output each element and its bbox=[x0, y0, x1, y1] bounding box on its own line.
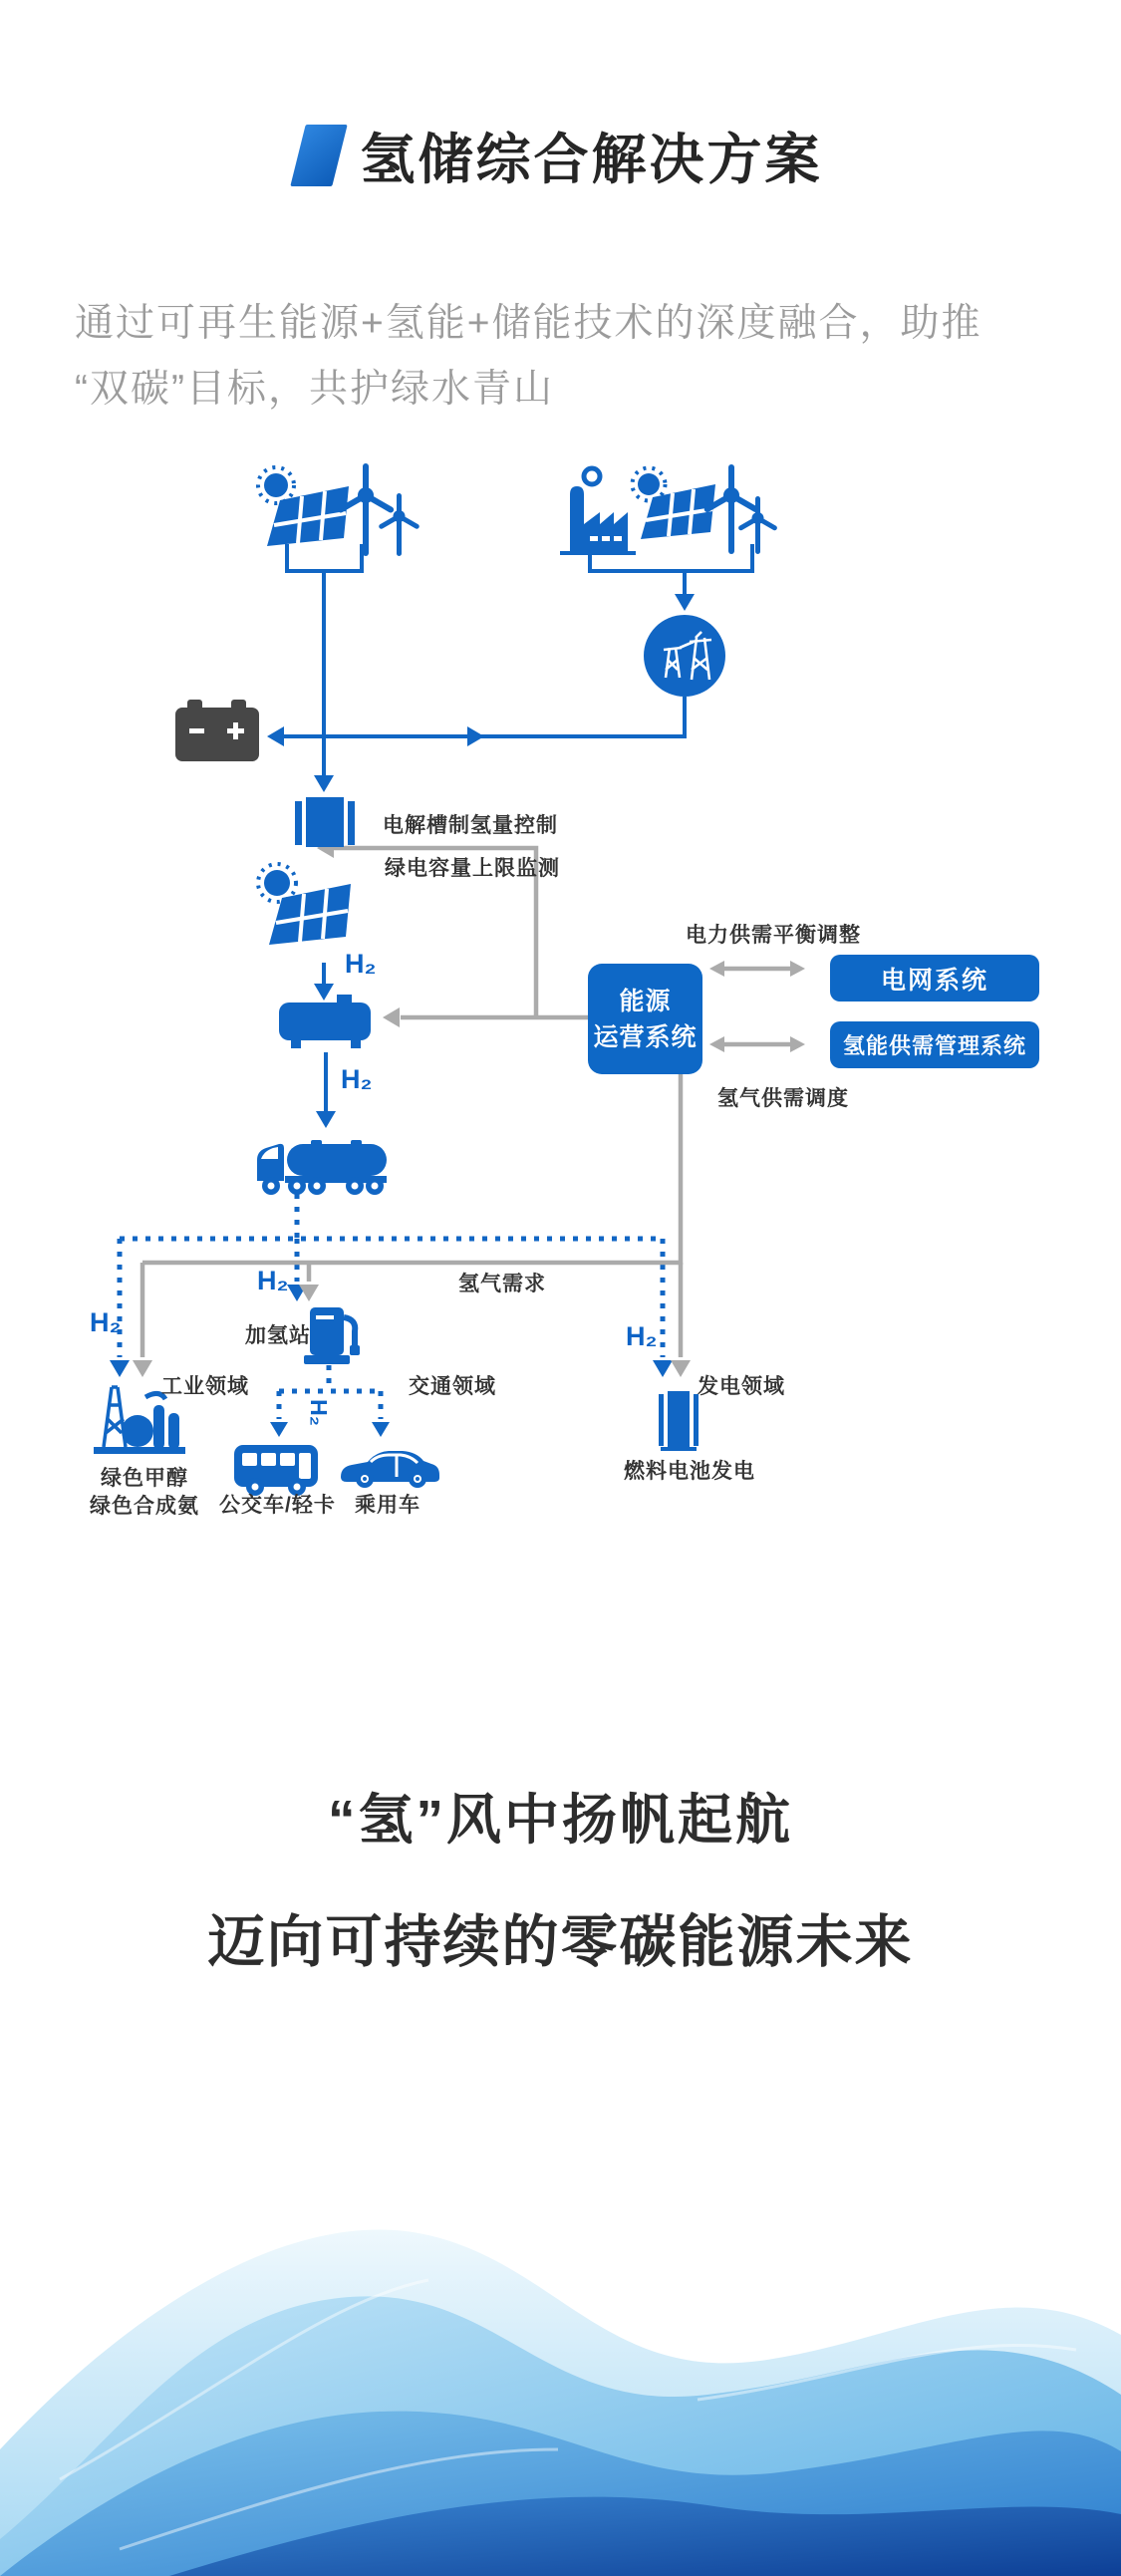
energy-ops-system-box bbox=[588, 964, 702, 1074]
h2-label-electrolysis: H₂ bbox=[345, 949, 377, 979]
power-grid-icon bbox=[644, 615, 725, 697]
energy-ops-line2: 运营系统 bbox=[593, 1022, 698, 1051]
industry-products-label bbox=[70, 1465, 219, 1521]
page-title: 氢储综合解决方案 bbox=[360, 129, 823, 190]
passenger-car-label: 乘用车 bbox=[355, 1494, 420, 1517]
h2-label-power: H₂ bbox=[626, 1321, 658, 1351]
wave-graphic bbox=[0, 2150, 1121, 2576]
solar-panel-icon bbox=[633, 468, 716, 540]
transport-field-label: 交通领域 bbox=[409, 1375, 496, 1398]
storage-tank-icon bbox=[279, 995, 371, 1048]
factory-icon bbox=[560, 468, 636, 555]
power-balance-label: 电力供需平衡调整 bbox=[686, 924, 861, 947]
h2-label-station: H₂ bbox=[257, 1266, 289, 1295]
hydrogen-dispatch-label: 氢气供需调度 bbox=[717, 1087, 849, 1110]
hydrogen-pump-icon bbox=[304, 1307, 360, 1364]
wind-turbine-icon bbox=[337, 463, 420, 556]
fuel-cell-icon bbox=[659, 1391, 699, 1451]
footer-line-1: “氢”风中扬帆起航 bbox=[327, 1789, 793, 1851]
h2-label-transport: H₂ bbox=[341, 1064, 373, 1094]
tanker-truck-icon bbox=[257, 1140, 387, 1195]
h2-label-vehicles: H₂ bbox=[305, 1399, 332, 1426]
refueling-station-label: 加氢站 bbox=[245, 1324, 311, 1347]
footer-heading bbox=[0, 1776, 1121, 1978]
green-power-monitor-label: 绿电容量上限监测 bbox=[385, 857, 560, 880]
fuel-cell-power-label: 燃料电池发电 bbox=[624, 1460, 755, 1483]
car-icon bbox=[341, 1451, 439, 1488]
h2-label-industry: H₂ bbox=[90, 1307, 122, 1337]
footer-line-2: 迈向可持续的零碳能源未来 bbox=[207, 1910, 914, 1974]
intro-line-2: “双碳”目标，共护绿水青山 bbox=[75, 368, 554, 411]
solar-panel-icon bbox=[258, 864, 351, 945]
intro-line-1: 通过可再生能源+氢能+储能技术的深度融合，助推 bbox=[75, 302, 982, 345]
bus-truck-label: 公交车/轻卡 bbox=[219, 1494, 336, 1517]
battery-icon bbox=[175, 700, 259, 761]
hydrogen-demand-label: 氢气需求 bbox=[458, 1273, 546, 1295]
industry-field-label: 工业领域 bbox=[161, 1375, 249, 1398]
energy-ops-line1: 能源 bbox=[619, 987, 672, 1015]
wind-turbine-icon bbox=[703, 464, 778, 554]
solar-panel-icon bbox=[258, 467, 349, 546]
h2-mgmt-system-box: 氢能供需管理系统 bbox=[830, 1021, 1039, 1068]
electrolyzer-icon bbox=[295, 797, 355, 847]
grid-system-box: 电网系统 bbox=[830, 955, 1039, 1002]
power-field-label: 发电领域 bbox=[698, 1375, 785, 1398]
green-methanol-label: 绿色甲醇 bbox=[101, 1467, 188, 1490]
electrolyzer-control-label: 电解槽制氢量控制 bbox=[383, 814, 558, 837]
green-ammonia-label: 绿色合成氨 bbox=[90, 1495, 199, 1518]
